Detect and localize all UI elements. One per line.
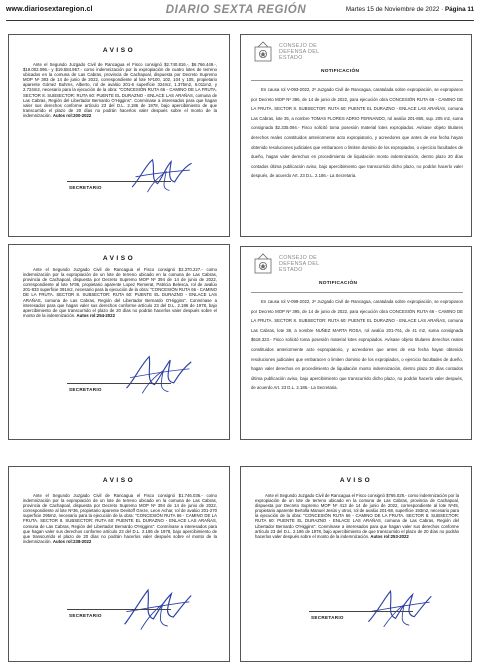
aviso-rol: Autos rol:254-2022 — [76, 312, 115, 318]
crest-line: CONSEJO DE — [279, 255, 318, 261]
notificacion-card-1 — [240, 34, 472, 237]
aviso-card-2 — [8, 244, 230, 440]
crest-icon — [253, 41, 273, 63]
crest-line: DEFENSA DEL — [279, 49, 320, 55]
aviso-body — [23, 62, 217, 118]
signature-label: SECRETARIO — [69, 387, 102, 392]
header-rule — [6, 20, 474, 21]
crest-line: CONSEJO DE — [279, 43, 318, 49]
issue-date-text: Martes 15 de Noviembre de 2022 · — [345, 6, 445, 13]
aviso-body — [23, 267, 217, 318]
notificacion-title: NOTIFICACIÓN — [321, 69, 360, 74]
aviso-rol: Autos rol:238-2022 — [52, 538, 92, 544]
crest-line: ESTADO — [279, 267, 303, 273]
aviso-text: Ante el Segundo Juzgado Civil de Rancagua el Fisco consignó $2.370.227.- como indemnización por la expropiación de un lote de terreno ubicado en la comuna de Las Cabras, provincia de Cachapoal, dispuesta por Decreto Supremo MOP Nº 394 de 14 de junio de 2022, correspondiente al lote Nº36, propietario aparente Lopez Remerat, Patricia Belesca, rol de avalúo 201-833 superficie 391m2, necesario para la ejecución de la obra: "CONCESIÓN RUTA 66 - CAMINO DE LA FRUTA. SECTOR 8. SUBSECTOR: RUTA 60: PUENTE EL DURAZNO - ENLACE LAS ARAÑAS, comuna de Las Cabras, Región del Libertador Bernardo O'Higgins". Conmínase a interesados para que hagan valer sus derechos conforme artículo 23 del D.L. 2.186 de 1978, bajo apercibimiento de que transcurrido el plazo de 20 días no podrán hacerlos valer después sobre el monto de la indemnización. — [23, 267, 217, 318]
divider — [251, 292, 463, 293]
signature-line — [309, 611, 413, 612]
crest-text — [279, 255, 319, 273]
signature-line — [67, 383, 171, 384]
newspaper-brand: DIARIO SEXTA REGIÓN — [165, 4, 307, 16]
signature-icon — [127, 153, 195, 199]
aviso-body — [255, 493, 459, 539]
aviso-title: AVISO — [102, 255, 136, 262]
aviso-text: Ante el Segundo Juzgado Civil de Rancagua el Fisco consignó $766.028.- como indemnización por la expropiación de un lote de terreno ubicado en la comuna de Las Cabras, provincia de Cachapoal, dispuesta por Decreto Supremo MOP Nº 413 de 14 de junio de 2022, correspondiente al lote Nº45, propietario aparente Bertolla Manuel Jesús y otros, rol de avalúo 201-68, superficie 193m2, necesario para la ejecución de la obra: "CONCESIÓN RUTA 66 - CAMINO DE LA FRUTA. SECTOR 8. SUBSECTOR: RUTA 60: PUENTE EL DURAZNO - ENLACE LAS ARAÑAS, comuna de Las Cabras, Región del Libertador Bernardo O'Higgins". Conmínase a interesados para que hagan valer sus derechos conforme artículo 23 del D.L. 2.186 de 1978, bajo apercibimiento de que transcurrido el plazo de 20 días no podrán hacerlos valer después sobre el monto de la indemnización. — [255, 493, 459, 539]
aviso-title: AVISO — [339, 477, 373, 484]
notificacion-title: NOTIFICACIÓN — [319, 281, 358, 286]
aviso-title: AVISO — [102, 47, 136, 54]
site-url[interactable]: www.diariosextaregion.cl — [6, 6, 93, 13]
aviso-card-1 — [8, 34, 230, 237]
aviso-title: AVISO — [102, 477, 136, 484]
issue-date — [346, 6, 474, 13]
crest-icon — [253, 253, 273, 275]
aviso-body — [23, 493, 217, 544]
signature-line — [67, 609, 171, 610]
crest-text — [279, 43, 319, 61]
signature-icon — [123, 349, 193, 401]
signature-line — [67, 181, 171, 182]
aviso-text: Ante el Segundo Juzgado Civil de Rancagua el Fisco consignó $1.746.036.- como indemnización por la expropiación de un lote de terreno ubicado en la comuna de Las Cabras, provincia de Cachapoal, dispuesta por Decreto Supremo MOP Nº 394 de 14 de junio de 2022, correspondiente al lote Nº36, propietario aparente Devitoff Greze, Leon Achar, rol de avalúo 201-270 superficie 295m2, necesario para la ejecución de la obra: "CONCESIÓN RUTA 66 - CAMINO DE LA FRUTA. SECTOR 8. SUBSECTOR: RUTA 60: PUENTE EL DURAZNO - ENLACE LAS ARAÑAS, comuna de Las Cabras, Región del Libertador Bernardo O'Higgins". Conmínase a interesados para que hagan valer sus derechos conforme artículo 23 del D.L. 2.186 de 1978, bajo apercibimiento de que transcurrido el plazo de 20 días no podrán hacerlos valer después sobre el monto de la indemnización. — [23, 493, 217, 544]
signature-label: SECRETARIO — [69, 613, 102, 618]
page-number: Página 11 — [444, 6, 474, 13]
signature-icon — [365, 583, 433, 635]
aviso-rol: Autos rol:253-2022 — [370, 533, 409, 539]
divider — [251, 80, 463, 81]
aviso-text: Ante el Segundo Juzgado Civil de Rancagua el Fisco consignó $2.740.816.-, $6.766.449.-, $19.002.096.- y $19.584.957.- como indemnización por la expropiación de cuatro lotes de terreno ubicados en la comuna de Las Cabras, provincia de Cachapoal, dispuesta por Decreto Supremo MOP Nº 393 de 14 de junio de 2022, correspondiente al lote Nº100, 102, 104 y 105, propietario aparente Gómez Buhrns, Alberto, rol de avalúo 201-6 superficie 324m2, 1.375m2, 6.011m2, y 2.724m2, necesario para la ejecución de la obra: "CONCESIÓN RUTA 66 - CAMINO DE LA FRUTA. SECTOR 8. SUBSECTOR: RUTA 60: PUENTE EL DURAZNO - ENLACE LAS ARAÑAS, comuna de Las Cabras, Región del Libertador Bernardo O'Higgins". Conmínase a interesados para que hagan valer sus derechos conforme artículo 23 del D.L. 2.186 de 1978, bajo apercibimiento de que transcurrido el plazo de 20 días no podrán hacerlos valer después sobre el monto de la indemnización. — [23, 62, 217, 118]
notificacion-card-2 — [240, 246, 472, 440]
aviso-card-3 — [8, 466, 230, 662]
aviso-card-4 — [240, 466, 472, 662]
signature-label: SECRETARIO — [69, 185, 102, 190]
notificacion-body: En causa rol V-093-2022, 2º Juzgado Civil de Rancagua, caratulada sobre expropiación, se expropiaron por Decreto MOP Nº 396, de 14 de junio de 2022, para ejecución obra CONCESIÓN RUTA 66 - CAMINO DE LA FRUTA. SECTOR 8. SUBSECTOR: RUTA 60: PUENTE EL DURAZNO - ENLACE LAS ARAÑAS, comuna Las Cabras, lote 35, a nombre TOMAS FLORES ADRIO FERNANDO, rol avalúo 201-865, sup. 205 m2, suma consignada $2.335.094.- Fisco solicitó toma posesión material lotes expropiados. Avísase objeto titulares derechos reales constituidos anteriormente acto expropiatorio, y acreedores que antes de ese fecha hayan obtenido resoluciones judiciales que embaracen o limiten dominio de los expropiados, o ejercicio facultades de dueño, hagan valer derechos en procedimiento de liquidación monto indemnización, dentro plazo 20 días contados última publicación aviso, bajo apercibimiento que transcurrido dicho plazo, no podrán hacerlo valer después, de acuerdo Art. 23 D.L. 2.186.- La Secretaria. — [251, 87, 463, 179]
signature-label: SECRETARIO — [311, 615, 344, 620]
crest-line: ESTADO — [279, 55, 303, 61]
notificacion-body: En causa rol V-099-2022, 2º Juzgado Civil de Rancagua, caratulada sobre expropiación, se expropiaron por Decreto MOP Nº 395, de 14 de junio de 2022, para ejecución obra CONCESIÓN RUTA 66 - CAMINO DE LA FRUTA. SECTOR 8. SUBSECTOR: RUTA 60: PUENTE EL DURAZNO - ENLACE LAS ARAÑAS, comuna Las Cabras, lote 38, a nombre NUÑEZ MARTA ROSA, rol avalúo 201-761, de 41 m2, suma consignada $618.323.- Fisco solicitó toma posesión material lotes expropiados. Avísase objeto titulares derechos reales constituidos anteriormente acto expropiatorio, y acreedores que antes de esa fecha hayan obtenido resoluciones judiciales que embaracen o limiten dominio de los expropiados, o ejercicio facultades de dueño, hagan valer derechos en procedimiento de liquidación monto indemnización, dentro plazo 20 días contados última publicación aviso, bajo apercibimiento que transcurrido dicho plazo, no podrán hacerlo valer después, de acuerdo Art. 23 D.L. 2.186.- La Secretaria. — [251, 299, 463, 391]
masthead — [6, 5, 474, 21]
aviso-rol: Autos rol:200-2022 — [52, 112, 92, 118]
crest-line: DEFENSA DEL — [279, 261, 320, 267]
